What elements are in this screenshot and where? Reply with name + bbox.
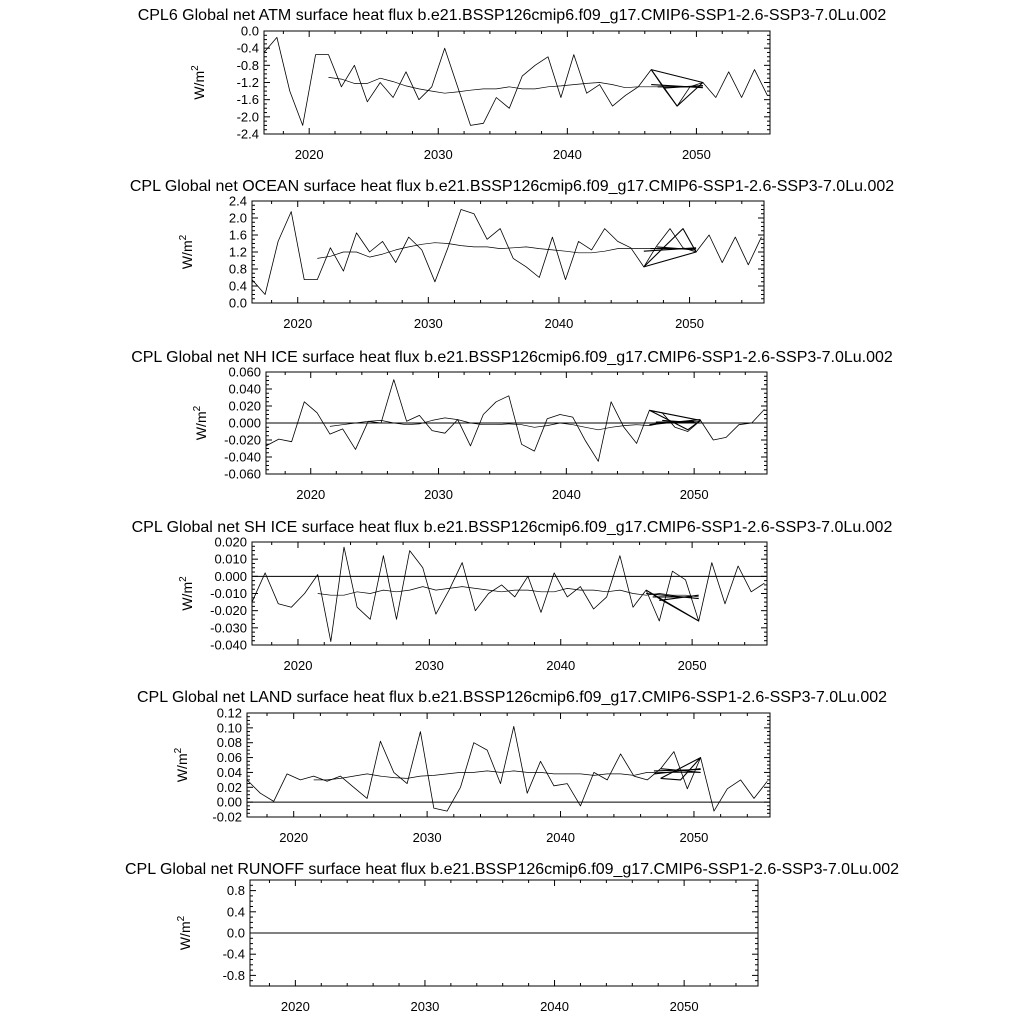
x-tick-label: 2050 [677, 658, 707, 673]
y-tick-label: 0.020 [228, 398, 261, 414]
y-tick-label: 0.040 [228, 381, 261, 397]
y-axis-label-superscript: 2 [173, 747, 184, 754]
y-tick-label: -0.040 [210, 637, 247, 653]
y-tick-label: -0.060 [224, 466, 261, 482]
chart-title: CPL Global net OCEAN surface heat flux b.e21.BSSP126cmip6.f09_g17.CMIP6-SSP1-2.6-SSP3-7.0Lu.002 [129, 178, 895, 195]
annual-series-line [247, 726, 767, 811]
y-tick-label: 0.0 [240, 23, 259, 39]
plot-frame [247, 713, 770, 817]
annual-series-line [252, 210, 761, 295]
y-axis-label-unit: W/m [193, 411, 209, 441]
y-tick-label: 0.010 [214, 551, 247, 567]
annual-series-line [264, 37, 767, 125]
x-tick-label: 2040 [552, 147, 582, 162]
y-axis-label [173, 747, 190, 782]
y-axis-label [190, 65, 207, 100]
x-tick-label: 2020 [279, 830, 309, 845]
x-tick-label: 2030 [410, 999, 440, 1014]
y-tick-label: 0.0 [226, 925, 245, 941]
y-tick-label: -0.8 [222, 967, 245, 983]
y-axis-label-superscript: 2 [190, 65, 201, 71]
y-tick-label: 0.060 [228, 364, 261, 380]
x-tick-label: 2030 [412, 830, 442, 845]
chart-panel-2 [130, 178, 894, 331]
y-tick-label: 1.2 [228, 244, 247, 260]
chart-title: CPL Global net NH ICE surface heat flux b.e21.BSSP126cmip6.f09_g17.CMIP6-SSP1-2.6-SSP3-7.0Lu.002 [131, 349, 893, 366]
y-tick-label: -0.040 [224, 449, 261, 465]
chart-title: CPL Global net SH ICE surface heat flux b.e21.BSSP126cmip6.f09_g17.CMIP6-SSP1-2.6-SSP3-7.0Lu.002 [131, 519, 893, 536]
x-tick-label: 2040 [546, 830, 575, 845]
y-tick-label: -1.6 [236, 92, 259, 108]
y-tick-label: -2.0 [236, 109, 259, 125]
running-mean-line [329, 77, 703, 93]
y-axis-label-superscript: 2 [176, 915, 187, 922]
x-tick-label: 2020 [283, 658, 313, 673]
chart-panel-5 [137, 689, 887, 845]
x-tick-label: 2030 [424, 487, 453, 502]
y-tick-label: 0.0 [228, 295, 247, 311]
overlay-segment [651, 70, 703, 107]
y-axis-label-unit: W/m [174, 753, 190, 783]
x-tick-label: 2050 [675, 316, 705, 331]
x-tick-label: 2020 [294, 147, 324, 162]
y-axis-label-superscript: 2 [178, 234, 189, 241]
y-axis-label [176, 915, 193, 950]
x-tick-label: 2050 [669, 999, 699, 1014]
y-axis-label-unit: W/m [179, 581, 195, 611]
y-tick-label: -0.4 [236, 40, 259, 56]
y-tick-label: 0.06 [216, 750, 242, 766]
y-tick-label: 1.6 [228, 227, 247, 243]
y-tick-label: -0.010 [210, 586, 247, 601]
x-tick-label: 2020 [296, 487, 326, 502]
annual-series-line [252, 547, 764, 642]
y-tick-label: 0.02 [216, 779, 242, 795]
y-tick-label: 0.000 [228, 415, 261, 431]
y-axis-label [178, 234, 195, 269]
y-tick-label: -0.030 [210, 620, 247, 636]
y-tick-label: 0.8 [228, 261, 247, 277]
y-axis-label-unit: W/m [177, 921, 193, 951]
y-axis-label [178, 576, 195, 611]
x-tick-label: 2030 [423, 147, 453, 162]
y-tick-label: 0.4 [228, 278, 247, 294]
y-axis-label-unit: W/m [179, 240, 195, 270]
y-axis-label-unit: W/m [191, 70, 207, 100]
y-tick-label: 0.10 [216, 720, 242, 736]
y-axis-label [192, 405, 209, 440]
x-tick-label: 2040 [551, 487, 581, 502]
x-tick-label: 2030 [413, 316, 443, 331]
y-tick-label: 2.0 [228, 210, 247, 226]
y-tick-label: -0.020 [210, 603, 247, 619]
x-tick-label: 2020 [280, 999, 310, 1014]
y-tick-label: -0.020 [224, 432, 261, 448]
y-tick-label: 0.04 [216, 764, 242, 780]
chart-panel-4 [132, 519, 893, 673]
y-tick-label: 2.4 [228, 193, 247, 209]
y-tick-label: -0.8 [236, 57, 259, 73]
y-axis-label-superscript: 2 [192, 405, 203, 412]
chart-panel-3 [131, 349, 893, 502]
x-tick-label: 2050 [679, 487, 709, 502]
chart-title: CPL Global net RUNOFF surface heat flux b.e21.BSSP126cmip6.f09_g17.CMIP6-SSP1-2.6-SSP3-7.0Lu.002 [124, 861, 900, 878]
chart-panel-6 [125, 861, 899, 1014]
y-tick-label: -0.02 [212, 809, 242, 825]
y-tick-label: 0.08 [216, 735, 242, 751]
x-tick-label: 2040 [540, 999, 570, 1014]
y-tick-label: -0.4 [222, 946, 245, 962]
x-tick-label: 2040 [544, 316, 574, 331]
y-tick-label: 0.00 [216, 794, 242, 810]
chart-panel-1 [138, 7, 887, 162]
y-tick-label: -1.2 [236, 75, 259, 90]
y-tick-label: 0.020 [214, 534, 247, 550]
x-tick-label: 2040 [546, 658, 576, 673]
y-tick-label: 0.000 [214, 568, 247, 584]
x-tick-label: 2050 [681, 147, 711, 162]
y-tick-label: 0.12 [216, 705, 242, 721]
chart-title: CPL Global net LAND surface heat flux b.e21.BSSP126cmip6.f09_g17.CMIP6-SSP1-2.6-SSP3-7.0Lu.002 [136, 689, 888, 706]
x-tick-label: 2050 [679, 830, 709, 845]
y-tick-label: -2.4 [236, 126, 259, 142]
chart-title: CPL6 Global net ATM surface heat flux b.e21.BSSP126cmip6.f09_g17.CMIP6-SSP1-2.6-SSP3-7.0Lu.002 [137, 7, 887, 24]
y-axis-label-superscript: 2 [178, 576, 189, 582]
y-tick-label: 0.4 [226, 904, 245, 920]
overlay-segment [654, 770, 701, 771]
x-tick-label: 2030 [414, 658, 444, 673]
y-tick-label: 0.8 [226, 883, 245, 899]
running-mean-line [317, 243, 696, 259]
x-tick-label: 2020 [283, 316, 313, 331]
